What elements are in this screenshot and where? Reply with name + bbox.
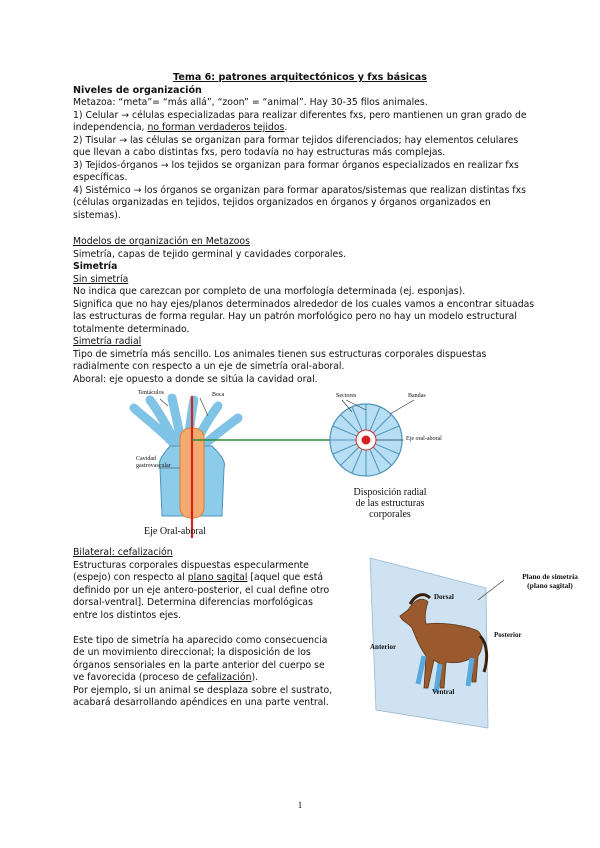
paragraph-line: 4) Sistémico → los órganos se organizan para formar aparatos/sistemas que realizan distintas fxs bbox=[73, 185, 526, 196]
label-line: (plano sagital) bbox=[527, 581, 573, 590]
heading-radial: Simetría radial bbox=[73, 336, 142, 347]
paragraph-line bbox=[73, 122, 287, 135]
paragraph-line: órganos sensoriales en la parte anterior del cuerpo se bbox=[73, 660, 325, 671]
paragraph-line bbox=[73, 672, 258, 685]
paragraph-line: Metazoa: “meta”= “más allá”, “zoon” = “animal”. Hay 30-35 filos animales. bbox=[73, 97, 428, 108]
leader-line bbox=[200, 398, 208, 416]
paragraph-line: Simetría, capas de tejido germinal y cavidades corporales. bbox=[73, 249, 347, 260]
label-cavity bbox=[136, 456, 171, 470]
leader-line bbox=[390, 400, 414, 414]
paragraph-line: Estructuras corporales dispuestas especularmente bbox=[73, 560, 309, 571]
label-line: Plano de simetría bbox=[522, 572, 578, 581]
paragraph-line: de un movimiento direccional; la disposición de los bbox=[73, 647, 311, 658]
label-line: gastrovascular bbox=[136, 463, 171, 469]
label-tentacles: Tentáculos bbox=[138, 390, 164, 396]
underlined-text: Bilateral bbox=[73, 547, 112, 558]
paragraph-line: radialmente con respecto a un eje de simetría oral-aboral. bbox=[73, 361, 345, 372]
paragraph-line: Tipo de simetría más sencillo. Los animales tienen sus estructuras corporales dispuestas bbox=[73, 349, 487, 360]
paragraph-line: Significa que no hay ejes/planos determinados alrededor de los cuales vamos a encontrar situadas bbox=[73, 299, 535, 310]
paragraph-line: 2) Tisular → las células se organizan para formar tejidos diferenciados; hay elementos celulares bbox=[73, 135, 519, 146]
label-mouth: Boca bbox=[212, 392, 225, 398]
label-bands: Bandas bbox=[408, 393, 426, 399]
label-plane bbox=[508, 572, 592, 590]
caption-line: Disposición radial bbox=[353, 487, 427, 498]
text-span: independencia, bbox=[73, 122, 148, 133]
page-number: 1 bbox=[297, 800, 303, 810]
paragraph-line: totalmente determinado. bbox=[73, 324, 190, 335]
heading-levels: Niveles de organización bbox=[73, 85, 202, 96]
radial-caption bbox=[330, 487, 450, 520]
text-span: ). bbox=[251, 672, 259, 683]
caption-line: corporales bbox=[369, 509, 411, 520]
label-anterior: Anterior bbox=[370, 643, 397, 651]
leader-line bbox=[160, 399, 168, 406]
paragraph-line: Aboral: eje opuesto a donde se sitúa la cavidad oral. bbox=[73, 374, 318, 385]
paragraph-line: que llevan a cabo distintas fxs, pero todavía no hay estructuras más complejas. bbox=[73, 147, 446, 158]
paragraph-line: específicas. bbox=[73, 172, 128, 183]
axis-caption: Eje Oral-aboral bbox=[144, 526, 206, 537]
label-posterior: Posterior bbox=[494, 631, 522, 639]
text-span: (espejo) con respecto al bbox=[73, 572, 188, 583]
paragraph-line: definido por un eje antero-posterior, el cual define otro bbox=[73, 585, 330, 596]
paragraph-line: 3) Tejidos-órganos → los tejidos se organizan para formar órganos especializados en realizar fxs bbox=[73, 160, 519, 171]
sagittal-plane-figure bbox=[368, 552, 528, 730]
paragraph-line: 1) Celular → células especializadas para realizar diferentes fxs, pero mantienen un gran grado de bbox=[73, 110, 527, 121]
text-span: ve favorecida (proceso de bbox=[73, 672, 197, 683]
heading-bilateral bbox=[73, 547, 173, 560]
text-span: [aquel que está bbox=[247, 572, 324, 583]
paragraph-line: Por ejemplo, si un animal se desplaza sobre el sustrato, bbox=[73, 685, 333, 696]
underlined-text: cefalización bbox=[196, 672, 252, 683]
label-dorsal: Dorsal bbox=[434, 593, 454, 601]
underlined-text: plano sagital bbox=[187, 572, 248, 583]
text-span: . bbox=[284, 122, 288, 133]
paragraph-line: sistemas). bbox=[73, 210, 121, 221]
paragraph-line: Este tipo de simetría ha aparecido como consecuencia bbox=[73, 635, 328, 646]
center-dot bbox=[362, 436, 371, 445]
underlined-text: no forman verdaderos tejidos bbox=[147, 122, 285, 133]
heading-symmetry: Simetría bbox=[73, 261, 118, 272]
paragraph-line: las estructuras de forma regular. Hay un patrón morfológico pero no hay un modelo estructural bbox=[73, 311, 517, 322]
paragraph-line: No indica que carezcan por completo de una morfología determinada (ej. esponjas). bbox=[73, 286, 466, 297]
paragraph-line: acabará desarrollando apéndices en una parte ventral. bbox=[73, 697, 329, 708]
label-line: Cavidad bbox=[136, 456, 156, 462]
label-sectors: Sectores bbox=[336, 393, 357, 399]
caption-line: de las estructuras bbox=[355, 498, 425, 509]
underlined-text: : cefalización bbox=[111, 547, 173, 558]
label-oral-aboral: Eje oral-aboral bbox=[406, 436, 442, 442]
paragraph-line bbox=[73, 572, 323, 585]
label-ventral: Ventral bbox=[432, 688, 455, 696]
heading-models: Modelos de organización en Metazoos bbox=[73, 236, 250, 247]
paragraph-line: entre los distintos ejes. bbox=[73, 610, 182, 621]
paragraph-line: (células organizadas en tejidos, tejidos organizados en órganos y órganos organizados en bbox=[73, 197, 491, 208]
heading-no-symmetry: Sin simetría bbox=[73, 274, 129, 285]
paragraph-line: dorsal-ventral]. Determina diferencias morfológicas bbox=[73, 597, 313, 608]
page-title: Tema 6: patrones arquitectónicos y fxs básicas bbox=[173, 72, 427, 83]
